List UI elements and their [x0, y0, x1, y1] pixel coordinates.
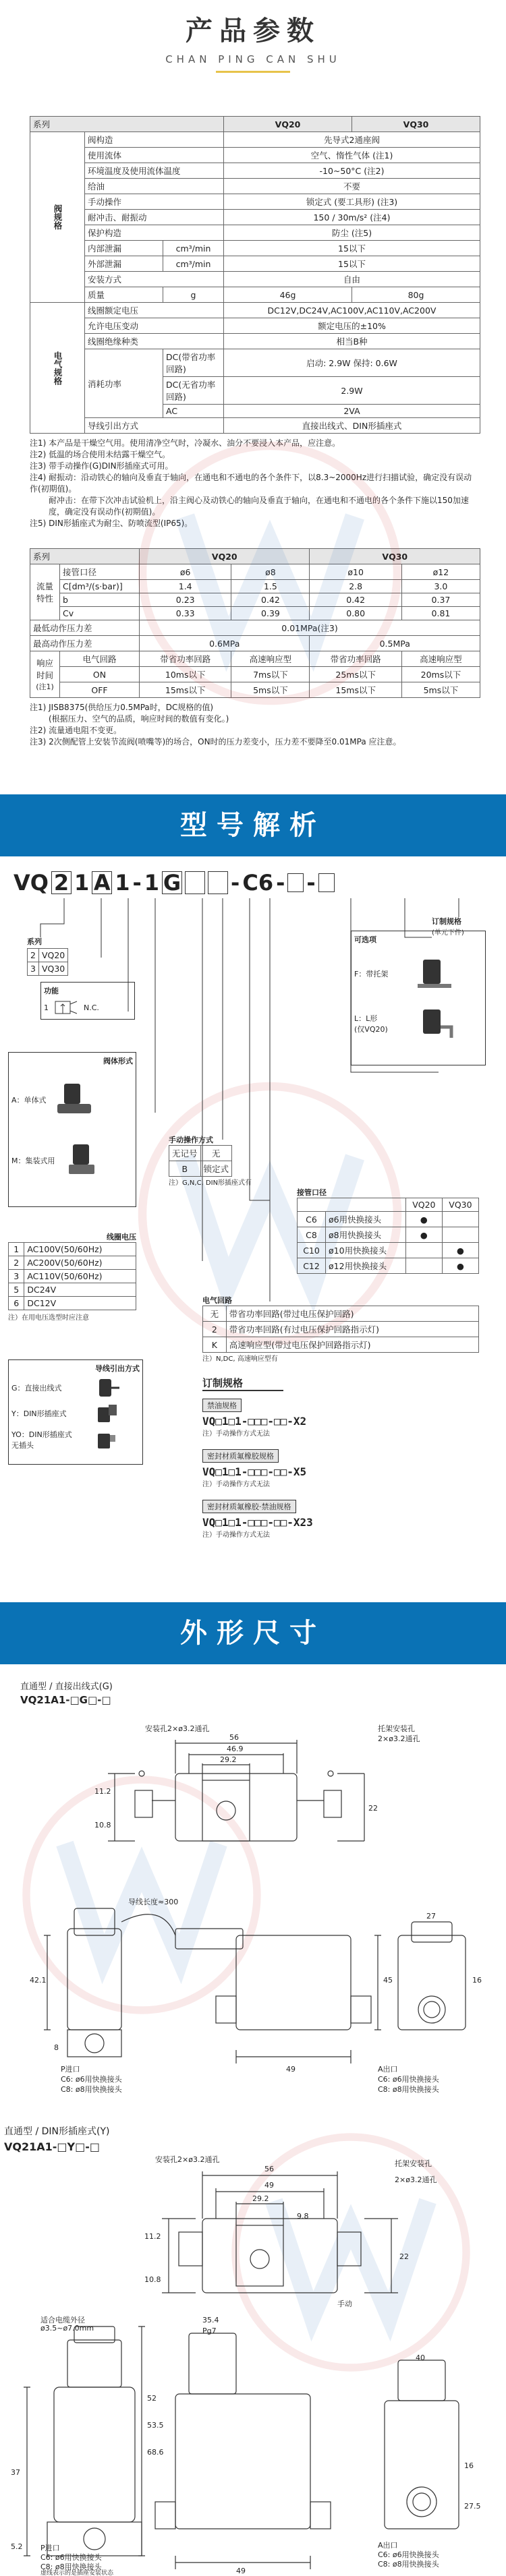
voltage-code: 6: [9, 1297, 24, 1310]
elec-row-value: 直接出线式、DIN形插座式: [224, 418, 480, 434]
response-header: 带省功率回路: [140, 651, 231, 667]
valve-type-item: A：单体式: [11, 1096, 47, 1105]
port-code: C10: [298, 1243, 326, 1258]
order-code: VQ□1□1-□□□-□□-X23: [202, 1516, 313, 1529]
dimension-section-band: 外形尺寸: [0, 1602, 506, 1664]
spec-row-unit: cm³/min: [163, 256, 224, 272]
function-name: N.C.: [84, 1003, 99, 1012]
option-item: F：带托架: [354, 970, 389, 978]
flow-row-label: C[dm³/(s·bar)]: [60, 580, 140, 593]
circuit-name: 带省功率回路(有过电压保护回路指示灯): [226, 1322, 478, 1337]
drawing-1-dim: 42.1: [30, 1976, 47, 1985]
port-table: [297, 1198, 479, 1274]
manual-table: [169, 1145, 232, 1177]
drawing-1-label: C8: ø8用快换接头: [378, 2085, 439, 2094]
series-table: [27, 948, 68, 976]
drawing-1-dim: 11.2: [94, 1787, 111, 1796]
option-title: 可选项: [354, 935, 376, 944]
port-mark: [442, 1227, 478, 1243]
manual-name: 锁定式: [200, 1161, 232, 1177]
series-code: 3: [28, 962, 39, 976]
spec-row-value: 防尘 (注5): [224, 225, 480, 241]
flow-vq30: VQ30: [310, 549, 480, 564]
spec-note: 注4) 耐振动：沿动铁心的轴向及垂直于轴向，在通电和不通电的各个条件下，以8.3~2000Hz进行扫描试验，确定没有误动作(初期值)。: [30, 473, 472, 494]
spec-note: 注1) 本产品是干燥空气用。使用清净空气时，冷凝水、油分不要浸入本产品，应注意。: [30, 438, 341, 448]
port-name: ø8用快换接头: [326, 1227, 406, 1243]
spec-row-value: 空气、惰性气体 (注1): [224, 148, 480, 163]
code-dash: -: [231, 870, 240, 896]
drawing-2-dim: 49: [236, 2567, 246, 2575]
drawing-1-label: 导线长度≈300: [128, 1898, 179, 1906]
flow-cell: ø6: [140, 564, 231, 580]
response-cell: ON: [60, 667, 140, 682]
flow-row-label: b: [60, 593, 140, 607]
code-port: C6: [242, 870, 274, 896]
voltage-name: AC100V(50/60Hz): [24, 1243, 136, 1256]
spec-row-label: 环境温度及使用流体温度: [85, 163, 224, 179]
custom-spec-note: (单元下件): [432, 929, 464, 937]
flow-note: 注1) JISB8375(供给压力0.5MPa时，DC规格的值): [30, 703, 214, 712]
spec-row-label: 给油: [85, 179, 224, 194]
response-cell: 5ms以下: [231, 682, 310, 698]
spec-row-value: 先导式2通座阀: [224, 132, 480, 148]
elec-row-value: 额定电压的±10%: [224, 318, 480, 334]
wiring-item: G：直接出线式: [11, 1384, 62, 1393]
circuit-legend: [202, 1295, 479, 1363]
circuit-name: 高速响应型(带过电压保护回路指示灯): [226, 1337, 478, 1353]
valve-type-title: 阀体形式: [103, 1057, 133, 1065]
drawing-2-title: 直通型 / DIN形插座式(Y): [4, 2126, 110, 2137]
flow-cell: 0.23: [140, 593, 231, 607]
response-label: [30, 651, 60, 698]
function-legend: [40, 982, 135, 1020]
circuit-title: 电气回路: [202, 1296, 232, 1305]
port-mark: ●: [442, 1243, 478, 1258]
series-title: 系列: [27, 937, 42, 946]
drawing-1-label: 2×ø3.2通孔: [378, 1734, 420, 1743]
drawing-2-dim: 52: [147, 2394, 157, 2403]
manual-legend: [169, 1134, 252, 1187]
function-code: 1: [44, 1003, 49, 1012]
flow-note: (根据压力、空气的品质，响应时间的数值有变化。): [49, 714, 229, 724]
response-cell: 15ms以下: [140, 682, 231, 698]
spec-row-label: 安装方式: [85, 272, 224, 287]
spec-note: 注2) 低温的场合使用未结露干燥空气。: [30, 450, 171, 459]
spec-row-value: 不要: [224, 179, 480, 194]
drawing-2-dim: 27.5: [464, 2502, 481, 2511]
drawing-2-label: 虚线表示的是插座安装状态: [40, 2570, 114, 2576]
response-cell: OFF: [60, 682, 140, 698]
flow-notes: [30, 702, 479, 748]
port-mark: ●: [442, 1258, 478, 1274]
drawing-1-dim: 27: [426, 1912, 436, 1921]
spec-row-value: 150 / 30m/s² (注4): [224, 210, 480, 225]
spec-row-label: 耐冲击、耐振动: [85, 210, 224, 225]
spec-row-value: -10~50°C (注2): [224, 163, 480, 179]
code-voltage: 1: [115, 870, 130, 896]
response-header: 高速响应型: [401, 651, 480, 667]
voltage-name: DC12V: [24, 1297, 136, 1310]
drawing-1-dim: 29.2: [220, 1755, 237, 1764]
manual-code: 无记号: [169, 1146, 201, 1161]
flow-cell: 2.8: [310, 580, 401, 593]
model-section-band: 型号解析: [0, 794, 506, 856]
title-underline: [216, 71, 290, 73]
elec-row-sub: DC(带省功率回路): [163, 349, 224, 377]
series-legend: [27, 936, 68, 976]
code-dash: -: [306, 870, 316, 896]
elec-row-sub: AC: [163, 405, 224, 418]
wiring-item: Y：DIN形插座式: [11, 1409, 67, 1418]
flow-cell: 3.0: [401, 580, 480, 593]
elec-row-value: 2.9W: [224, 377, 480, 405]
order-label: 密封材质氟橡胶规格: [202, 1449, 279, 1463]
circuit-code: 2: [203, 1322, 227, 1337]
drawing-2-label: 适合电缆外径: [40, 2316, 85, 2324]
l-type-icon: [414, 1007, 454, 1041]
voltage-name: AC200V(50/60Hz): [24, 1256, 136, 1270]
spec-notes: [30, 438, 479, 529]
flow-vq20: VQ20: [140, 549, 310, 564]
voltage-title: 线圈电压: [107, 1233, 136, 1241]
circuit-code: K: [203, 1337, 227, 1353]
code-dash: -: [132, 870, 142, 896]
custom-spec-legend: [432, 916, 464, 937]
flow-row-label: Cv: [60, 607, 140, 620]
port-code: C6: [298, 1212, 326, 1227]
code-wiring-box: G: [163, 870, 181, 896]
port-header: VQ20: [405, 1198, 442, 1212]
order-specs: [202, 1376, 486, 1539]
spec-row-label: 手动操作: [85, 194, 224, 210]
drawing-2-label: ø3.5~ø7.0mm: [40, 2324, 94, 2333]
drawing-2-dim: 53.5: [147, 2421, 164, 2430]
code-function: 1: [74, 870, 90, 896]
order-code: VQ□1□1-□□□-□□-X2: [202, 1415, 307, 1428]
series-name: VQ20: [38, 949, 67, 962]
order-item: [202, 1398, 486, 1438]
series-name: VQ30: [38, 962, 67, 976]
drawing-2-label: C8: ø8用快换接头: [40, 2563, 102, 2571]
spec-row-value: 锁定式 (要工具形) (注3): [224, 194, 480, 210]
drawing-2-label: 手动: [337, 2300, 352, 2308]
voltage-code: 1: [9, 1243, 24, 1256]
voltage-name: DC24V: [24, 1283, 136, 1297]
response-header: 带省功率回路: [310, 651, 401, 667]
manual-note: 注）G,N,C, DIN形插座式有: [169, 1179, 252, 1187]
flow-cell: ø8: [231, 564, 310, 580]
elec-row-label: 导线引出方式: [85, 418, 224, 434]
voltage-note: 注）在用电压选型时应注意: [8, 1314, 89, 1322]
drawing-2-label: 安装孔2×ø3.2通孔: [155, 2155, 220, 2164]
elec-row-label: 消耗功率: [85, 349, 163, 418]
spec-header-series: 系列: [30, 117, 224, 132]
spec-row-unit: g: [163, 287, 224, 303]
spec-row-label: 保护构造: [85, 225, 224, 241]
spec-note: 耐冲击：在带下次冲击试验机上，沿主阀心及动铁心的轴向及垂直于轴向，在通电和不通电的各个条件下施以150加速度，确定没有误动作(初期值)。: [49, 496, 469, 517]
spec-row-unit: cm³/min: [163, 241, 224, 256]
flow-note: 注2) 流量通电阻不变更。: [30, 726, 122, 735]
flow-cell: 0.33: [140, 607, 231, 620]
elec-row-value: 启动: 2.9W 保持: 0.6W: [224, 349, 480, 377]
drawing-2-dim: 5.2: [11, 2542, 23, 2551]
order-label: 禁油规格: [202, 1399, 242, 1412]
drawing-1-label: 托架安装孔: [378, 1724, 415, 1733]
response-header: 高速响应型: [231, 651, 310, 667]
max-pressure-label: 最高动作压力差: [30, 636, 140, 651]
voltage-table: [8, 1242, 136, 1310]
order-note: 注）手动操作方式无法: [202, 1481, 270, 1488]
series-code: 2: [28, 949, 39, 962]
model-code-diagram: [0, 856, 506, 1463]
drawing-1-dim: 49: [286, 2065, 296, 2074]
option-legend: [351, 931, 486, 1065]
code-valve-box: A: [92, 871, 112, 894]
port-code: C8: [298, 1227, 326, 1243]
drawing-1-model: VQ21A1-□G□-□: [20, 1694, 111, 1706]
drawing-2-label: 托架安装孔: [395, 2159, 432, 2168]
spec-note: 注5) DIN形插座式为耐尘、防喷流型(IP65)。: [30, 519, 193, 528]
drawing-1-dim: 8: [54, 2043, 59, 2052]
drawing-2-views: [0, 2124, 506, 2576]
port-mark: ●: [405, 1227, 442, 1243]
drawing-1-label: A出口: [378, 2065, 398, 2074]
spec-row-value: 15以下: [224, 256, 480, 272]
voltage-code: 3: [9, 1270, 24, 1283]
flow-cell: 1.4: [140, 580, 231, 593]
drawing-1-label: 安装孔2×ø3.2通孔: [145, 1724, 210, 1733]
drawing-2-label: Pg7: [202, 2326, 217, 2335]
single-valve-icon: [51, 1080, 98, 1120]
response-cell: 25ms以下: [310, 667, 401, 682]
drawing-2-label: 2×ø3.2通孔: [395, 2175, 437, 2184]
drawing-2-dim: 68.6: [147, 2448, 164, 2457]
response-cell: 20ms以下: [401, 667, 480, 682]
elec-row-value: DC12V,DC24V,AC100V,AC110V,AC200V: [224, 303, 480, 318]
code-prefix: VQ: [13, 870, 49, 896]
port-mark: [405, 1258, 442, 1274]
circuit-table: [202, 1306, 479, 1353]
din-connector-icon: [92, 1403, 119, 1424]
port-legend: [297, 1187, 479, 1274]
drawing-2-label: C6: ø6用快换接头: [378, 2550, 439, 2559]
drawing-2-dim: 37: [11, 2468, 20, 2477]
drawing-2-dim: 49: [264, 2181, 274, 2190]
elec-row-value: 2VA: [224, 405, 480, 418]
valve-spec-group: 阀规格: [30, 132, 85, 303]
flow-note: 注3) 2次侧配管上安装节流阀(喷嘴等)的场合，ON时的压力差变小，压力差不要降至0.01MPa 应注意。: [30, 737, 401, 747]
code-series-box: 2: [51, 871, 72, 894]
spec-row-label: 阀构造: [85, 132, 224, 148]
flow-cell: 0.42: [231, 593, 310, 607]
max-pressure-vq20: 0.6MPa: [140, 636, 310, 651]
flow-series-label: 系列: [30, 549, 140, 564]
spec-row-vq30: 80g: [352, 287, 480, 303]
custom-spec-title: 订制规格: [432, 917, 461, 926]
wiring-legend: [8, 1359, 143, 1465]
spec-table: [30, 116, 480, 434]
option-item: L：L形 (仅VQ20): [354, 1014, 388, 1034]
spec-row-label: 使用流体: [85, 148, 224, 163]
drawing-1-dim: 22: [368, 1804, 378, 1813]
drawing-1-label: P进口: [61, 2065, 80, 2074]
voltage-legend: [8, 1231, 136, 1322]
elec-row-label: 线圈绝缘种类: [85, 334, 224, 349]
flow-cell: ø12: [401, 564, 480, 580]
elec-row-label: 允许电压变动: [85, 318, 224, 334]
drawing-2-dim: 11.2: [144, 2232, 161, 2241]
flow-cell: 0.37: [401, 593, 480, 607]
drawing-2-label: C6: ø6用快换接头: [40, 2553, 102, 2562]
flow-cell: 0.42: [310, 593, 401, 607]
port-mark: [405, 1243, 442, 1258]
drawing-2-dim: 40: [416, 2353, 425, 2362]
drawing-1-dim: 45: [383, 1976, 393, 1985]
drawing-1-dim: 16: [472, 1976, 482, 1985]
header: [0, 0, 506, 76]
response-note: (注1): [36, 682, 54, 691]
function-title: 功能: [44, 987, 59, 995]
min-pressure-value: 0.01MPa(注3): [140, 620, 480, 636]
circuit-note: 注）N,DC, 高速响应型有: [202, 1355, 278, 1363]
spec-row-value: 自由: [224, 272, 480, 287]
drawing-2-dim: 56: [264, 2165, 274, 2173]
port-code: C12: [298, 1258, 326, 1274]
response-header: 电气回路: [60, 651, 140, 667]
max-pressure-vq30: 0.5MPa: [310, 636, 480, 651]
order-item: [202, 1499, 486, 1539]
wiring-item: YO：DIN形插座式 无插头: [11, 1430, 72, 1450]
drawing-1-label: C8: ø8用快换接头: [61, 2085, 122, 2094]
flow-cell: 0.81: [401, 607, 480, 620]
spec-header-vq30: VQ30: [352, 117, 480, 132]
manual-title: 手动操作方式: [169, 1136, 213, 1144]
circuit-name: 带省功率回路(带过电压保护回路): [226, 1306, 478, 1322]
voltage-code: 5: [9, 1283, 24, 1297]
drawing-1-title: 直通型 / 直接出线式(G): [20, 1682, 113, 1692]
code-voltage2: 1: [144, 870, 160, 896]
spec-row-vq20: 46g: [224, 287, 352, 303]
response-cell: 5ms以下: [401, 682, 480, 698]
order-note: 注）手动操作方式无法: [202, 1531, 270, 1539]
drawing-1-top-view: [0, 1679, 506, 2124]
valve-type-legend: [8, 1052, 136, 1207]
order-label: 密封材质氟橡胶·禁油规格: [202, 1500, 296, 1513]
voltage-code: 2: [9, 1256, 24, 1270]
drawing-1-label: C6: ø6用快换接头: [61, 2075, 122, 2084]
response-cell: 7ms以下: [231, 667, 310, 682]
port-header: VQ30: [442, 1198, 478, 1212]
voltage-name: AC110V(50/60Hz): [24, 1270, 136, 1283]
code-dash: -: [276, 870, 285, 896]
drawing-1: [0, 1679, 506, 2124]
drawing-2-label: P进口: [40, 2544, 60, 2552]
spec-row-label: 外部泄漏: [85, 256, 163, 272]
drawing-2-dim: 22: [399, 2252, 409, 2261]
valve-type-item: M：集装式用: [11, 1157, 55, 1165]
port-title: 接管口径: [297, 1188, 327, 1197]
nc-valve-symbol-icon: [53, 999, 80, 1016]
response-cell: 15ms以下: [310, 682, 401, 698]
drawing-1-dim: 56: [229, 1733, 239, 1742]
page-subtitle: CHAN PING CAN SHU: [165, 53, 341, 65]
spec-row-label: 内部泄漏: [85, 241, 163, 256]
order-item: [202, 1448, 486, 1488]
response-label-text: 响应时间: [36, 658, 53, 680]
page-title: 产品参数: [186, 16, 320, 47]
drawing-2-dim: 10.8: [144, 2275, 161, 2284]
drawing-1-dim: 46.9: [227, 1745, 244, 1753]
drawing-2-dim: 16: [464, 2461, 474, 2470]
manual-name: 无: [200, 1146, 232, 1161]
flow-cell: 0.39: [231, 607, 310, 620]
flow-row-label: 接管口径: [60, 564, 140, 580]
flow-cell: ø10: [310, 564, 401, 580]
flow-table: [30, 548, 480, 698]
order-title: 订制规格: [202, 1376, 283, 1391]
port-name: ø12用快换接头: [326, 1258, 406, 1274]
port-name: ø10用快换接头: [326, 1243, 406, 1258]
port-mark: [442, 1212, 478, 1227]
elec-row-label: 线圈额定电压: [85, 303, 224, 318]
drawing-2-dim: 35.4: [202, 2316, 219, 2324]
spec-row-value: 15以下: [224, 241, 480, 256]
drawing-1-label: C6: ø6用快换接头: [378, 2075, 439, 2084]
circuit-code: 无: [203, 1306, 227, 1322]
din-no-plug-icon: [92, 1430, 119, 1450]
elec-row-value: 相当B种: [224, 334, 480, 349]
flow-cell: 0.80: [310, 607, 401, 620]
wiring-title: 导线引出方式: [95, 1364, 140, 1373]
spec-row-label: 质量: [85, 287, 163, 303]
order-note: 注）手动操作方式无法: [202, 1430, 270, 1438]
elec-row-sub: DC(无省功率回路): [163, 377, 224, 405]
drawing-2-label: C8: ø8用快换接头: [378, 2560, 439, 2569]
grommet-icon: [92, 1378, 119, 1398]
response-cell: 10ms以下: [140, 667, 231, 682]
port-mark: ●: [405, 1212, 442, 1227]
spec-note: 注3) 带手动操作(G)DIN形插座式可用。: [30, 461, 173, 471]
manifold-valve-icon: [59, 1140, 107, 1181]
drawing-1-dim: 10.8: [94, 1821, 111, 1829]
drawing-2-dim: 9.8: [297, 2212, 309, 2221]
drawing-2-label: A出口: [378, 2541, 398, 2550]
drawing-2-dim: 29.2: [252, 2194, 269, 2203]
port-header: [298, 1198, 406, 1212]
flow-cell: 1.5: [231, 580, 310, 593]
drawing-2-model: VQ21A1-□Y□-□: [4, 2140, 100, 2153]
spec-header-vq20: VQ20: [224, 117, 352, 132]
bracket-icon: [414, 957, 454, 991]
flow-group-label: 流量特性: [30, 564, 60, 620]
order-code: VQ□1□1-□□□-□□-X5: [202, 1465, 307, 1478]
manual-code: B: [169, 1161, 201, 1177]
elec-spec-group: 电气规格: [30, 303, 85, 434]
drawing-2: [0, 2124, 506, 2576]
port-name: ø6用快换接头: [326, 1212, 406, 1227]
min-pressure-label: 最低动作压力差: [30, 620, 140, 636]
